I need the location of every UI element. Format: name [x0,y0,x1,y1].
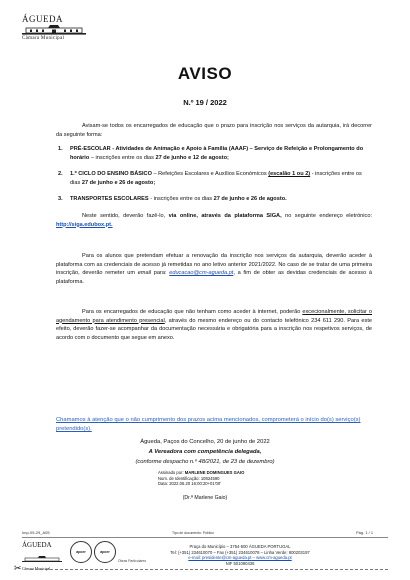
signature-id: 10824590 [200,475,220,481]
page-title: AVISO [177,64,233,83]
footer-doc-type: Tipo de documento: Público [172,531,214,535]
footer-address: Praça do Município – 3754-500 ÁGUEDA PORTUGAL [189,544,291,549]
town-hall-icon [22,25,86,35]
agueda-logo [22,14,112,41]
despacho-reference: (conforme despacho n.º 48/2021, de 23 de dezembro) [135,459,275,465]
signature-id-label: Num. de Identificação: [158,475,200,481]
footer-logo [22,541,62,571]
footer-phone: Tel: (+351) 234610070 – Fax (+351) 234610078 – Linha Verde: 800203197 [170,549,310,555]
renewal-text-c: , a fim de obter as devidas credenciais de acesso à plataforma. [56,270,372,285]
signature-date-label: Data: [158,481,169,487]
footer-logo-name: ÁGUEDA [22,541,52,549]
online-text-bold: via online, através da plataforma SIGA, [168,213,282,219]
help-paragraph [56,308,372,342]
item-dates: 27 de junho e 12 de agosto; [155,154,229,161]
item-dates: 27 de junho e 26 de agosto. [213,196,287,202]
item-text: – inscrições entre os dias [89,154,156,161]
item-text-rest: - inscrições entre os dias [70,171,362,186]
item-title: 1.º CICLO DO ENSINO BÁSICO [70,171,152,177]
siga-link[interactable]: http://siga.edubox.pt. [56,221,113,228]
digital-signature-block [158,470,244,487]
help-text-b: , através do mesmo endereço ou do contacto telefónico 234 611 290. Para este efeito, deverão fazer-se acompanhar da documentação necessária e obrigatória para a inscrição nos respetivos serviços, de acordo com o documento que segue em anexo. [56,317,372,341]
renewal-text-b: para: [151,270,170,277]
item-title: TRANSPORTES ESCOLARES [70,196,149,202]
online-text-c: no seguinte endereço eletrónico: [281,213,372,219]
item-underlined: (escalão 1 ou 2) [268,171,311,177]
list-item [58,170,372,187]
footer-town-hall-icon [22,556,62,562]
renewal-text: Para os alunos que pretendam efetuar a renovação da inscrição nos serviços da autarquia, deverão aceder à plataforma com as credenciais de acesso já remetidas no ano letivo anterior 2021/2022. No caso de se tratar de uma primeira inscrição, deverão remeter um [56,253,372,277]
footer-nif: NIF 501090436 [225,560,255,566]
footer-code: Imp-05-29_A05 [22,530,50,535]
list-item [58,195,372,204]
item-number: 2. [58,171,63,177]
deadline-warning: Chamamos à atenção que o não cumprimento dos prazos acima mencionados, comprometerá o início do(s) serviço(s) pretendido(s). [56,417,361,432]
signer-name: (Dr.ª Marlene Gaio) [182,495,228,501]
footer-contacts [160,544,320,566]
certification-seal-icon: apcer [94,541,116,563]
help-text-underlined: excecionalmente, solicitar o agendamento para atendimento presencial [56,309,372,324]
item-title: PRÉ-ESCOLAR - Atividades de Animação e Apoio à Família (AAAF) – Serviço de Refeição e Prolongamento do horário [70,146,364,161]
item-text: – Refeições Escolares e Auxílios Económicos [151,171,269,177]
role-text: A Vereadora com competência delegada, [148,449,262,455]
certification-seal-icon: apcer [70,541,92,563]
item-dates: 27 de junho e 26 de agosto; [81,179,156,186]
signature-date: 2022.06.20 16:00:20+01'00' [169,481,221,487]
item-number: 3. [58,196,63,202]
signature-label: Assinado por: [158,470,184,475]
scissors-icon: ✂ [14,563,22,573]
notice-number: N.º 19 / 2022 [183,98,227,107]
intro-paragraph: Avisam-se todos os encarregados de educação que o prazo para inscrição nos serviços da autarquia, irá decorrer da seguinte forma: [56,123,372,138]
item-text: - inscrições entre os dias [148,196,214,202]
renewal-paragraph [56,252,372,286]
footer-email-web[interactable]: e-mail: presidente@cm-agueda.pt – www.cm-agueda.pt [188,555,292,561]
footer-logo-sub: Câmara Municipal [22,567,51,571]
list-item [58,145,372,162]
cut-line [30,569,388,570]
footer-divider [22,537,388,538]
logo-subtitle: Câmara Municipal [22,36,65,41]
help-text-a: Para os encarregados de educação que não tenham como aceder à internet, poderão [82,309,303,315]
place-date: Águeda, Paços do Concelho, 20 de junho de 2022 [140,439,270,445]
online-text-a: Neste sentido, deverão fazê-lo, [82,213,169,219]
seal-label: Obras Particulares [118,559,147,563]
education-email-link[interactable]: educacao@cm-agueda.pt [169,270,234,277]
signer-role [0,448,410,457]
item-number: 1. [58,146,63,152]
footer-page: Pág. 1 / 1 [356,530,374,535]
online-paragraph [56,212,372,229]
email-word: email [137,270,152,277]
logo-name: ÁGUEDA [22,14,63,24]
signature-name: MARLENE DOMINGUES GAIO [184,470,245,475]
